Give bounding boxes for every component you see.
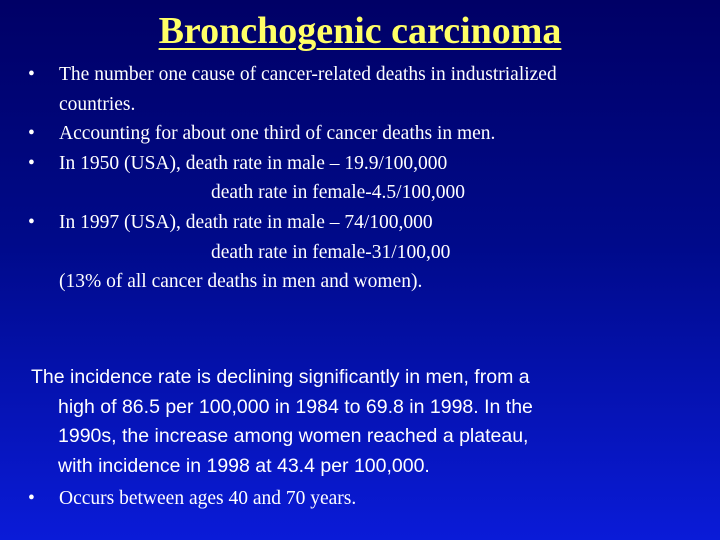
paragraph-line: 1990s, the increase among women reached a plateau,: [58, 425, 529, 448]
bullet-item-1950-rates: [28, 149, 708, 179]
bullet-text: The number one cause of cancer-related deaths in industrialized: [59, 64, 557, 85]
bullet-continuation: death rate in female-31/100,00: [211, 241, 451, 263]
bullet-item-leading-cause: [28, 60, 708, 90]
bullet-item-one-third: [28, 119, 708, 149]
bullet-text: Occurs between ages 40 and 70 years.: [59, 488, 357, 509]
paragraph-line: The incidence rate is declining significantly in men, from a: [31, 366, 530, 388]
slide-title: Bronchogenic carcinoma: [158, 10, 562, 52]
bullet-item-age-range: [28, 484, 356, 514]
bullet-glyph: •: [28, 488, 35, 509]
paragraph-line: with incidence in 1998 at 43.4 per 100,000.: [58, 454, 430, 477]
bullet-note: (13% of all cancer deaths in men and women).: [59, 271, 423, 293]
bullet-text: Accounting for about one third of cancer deaths in men.: [59, 123, 496, 145]
bullet-glyph: •: [28, 211, 35, 233]
bullet-text: In 1950 (USA), death rate in male – 19.9/100,000: [59, 152, 448, 174]
paragraph-line: high of 86.5 per 100,000 in 1984 to 69.8 in 1998. In the: [58, 395, 533, 418]
incidence-paragraph: [31, 363, 711, 481]
bullet-continuation: death rate in female-4.5/100,000: [211, 182, 465, 204]
bullet-continuation: countries.: [59, 93, 136, 115]
bullet-text: In 1997 (USA), death rate in male – 74/100,000: [59, 211, 433, 233]
bullet-glyph: •: [28, 152, 35, 174]
bullet-list: [28, 60, 708, 297]
bullet-glyph: •: [28, 123, 35, 145]
bullet-item-1997-rates: [28, 208, 708, 238]
bullet-glyph: •: [28, 64, 35, 85]
